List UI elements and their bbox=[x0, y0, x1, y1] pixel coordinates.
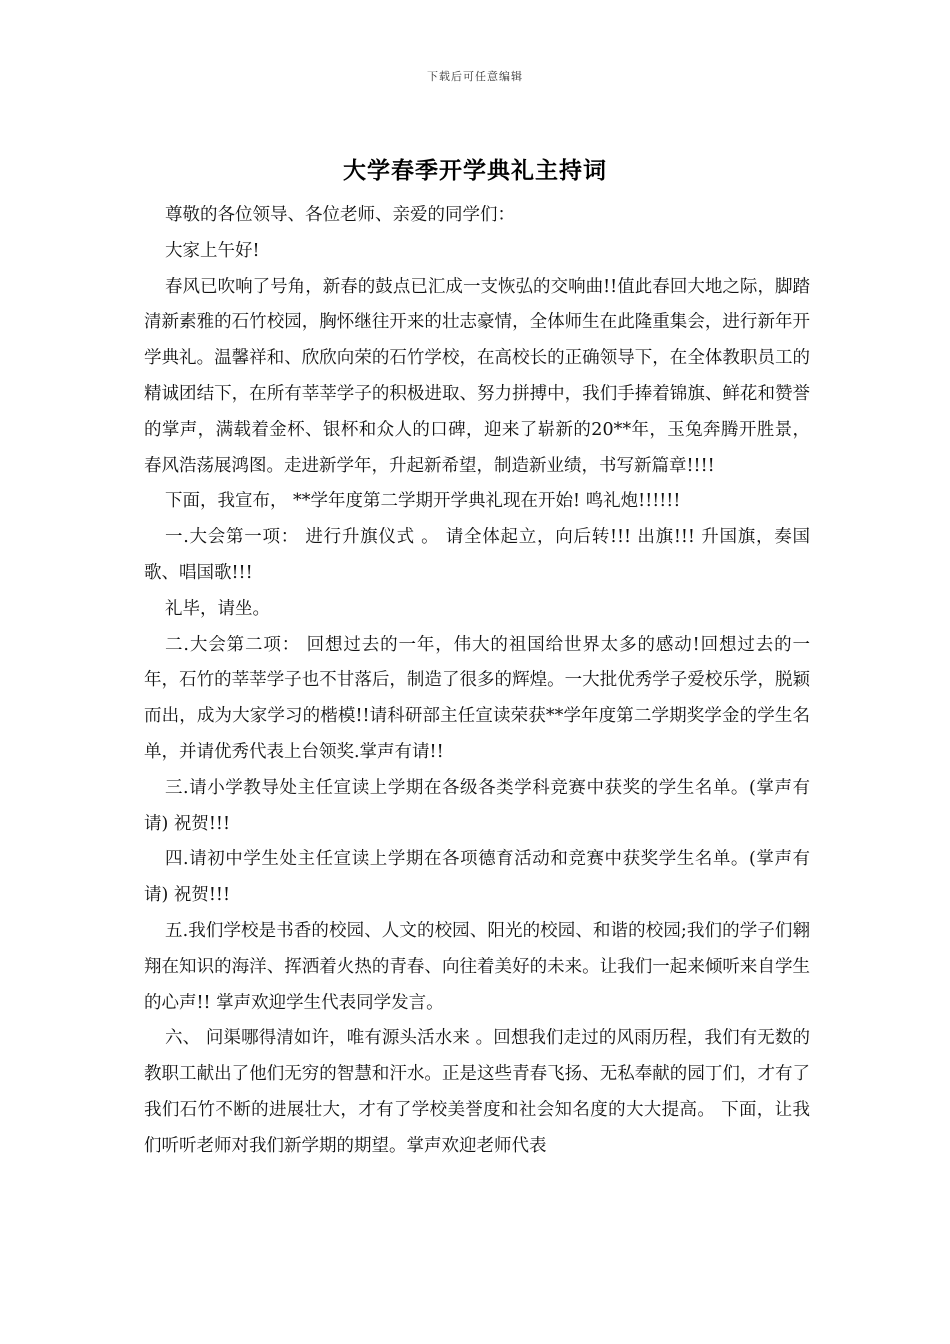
paragraph-item-5: 五.我们学校是书香的校园、人文的校园、阳光的校园、和谐的校园;我们的学子们翱翔在知识的海洋、挥洒着火热的青春、向往着美好的未来。让我们一起来倾听来自学生的心声!! 掌声欢迎学生代表同学发言。 bbox=[144, 920, 810, 1013]
paragraph-item-1: 一.大会第一项： 进行升旗仪式 。 请全体起立，向后转!!! 出旗!!! 升国旗，奏国歌、唱国歌!!! bbox=[144, 527, 810, 583]
paragraph-item-6: 六、 问渠哪得清如许，唯有源头活水来 。回想我们走过的风雨历程，我们有无数的教职工献出了他们无穷的智慧和汗水。正是这些青春飞扬、无私奉献的园丁们，才有了我们石竹不断的进展壮大，才有了学校美誉度和社会知名度的大大提高。 下面，让我们听听老师对我们新学期的期望。掌声欢迎老师代表 bbox=[144, 1028, 810, 1156]
paragraph-item-2: 二.大会第二项： 回想过去的一年，伟大的祖国给世界太多的感动!回想过去的一年，石竹的莘莘学子也不甘落后，制造了很多的辉煌。一大批优秀学子爱校乐学，脱颖而出，成为大家学习的楷模!!请科研部主任宣读荣获**学年度第二学期奖学金的学生名单，并请优秀代表上台领奖.掌声有请!! bbox=[144, 634, 810, 762]
document-title: 大学春季开学典礼主持词 bbox=[343, 157, 607, 184]
paragraph-item-3: 三.请小学教导处主任宣读上学期在各级各类学科竞赛中获奖的学生名单。(掌声有请) 祝贺!!! bbox=[144, 777, 810, 834]
paragraph-greeting: 尊敬的各位领导、各位老师、亲爱的同学们： bbox=[165, 205, 515, 225]
paragraph-announcement: 下面，我宣布， **学年度第二学期开学典礼现在开始! 鸣礼炮!!!!!! bbox=[165, 491, 681, 512]
paragraph-opening: 春风已吹响了号角，新春的鼓点已汇成一支恢弘的交响曲!!值此春回大地之际，脚踏清新素雅的石竹校园，胸怀继往开来的壮志豪情，全体师生在此隆重集会，进行新年开学典礼。温馨祥和、欣欣向荣的石竹学校，在高校长的正确领导下，在全体教职员工的精诚团结下，在所有莘莘学子的积极进取、努力拼搏中，我们手捧着锦旗、鲜花和赞誉的掌声，满载着金杯、银杯和众人的口碑，迎来了崭新的20**年，玉兔奔腾开胜景，春风浩荡展鸿图。走进新学年，升起新希望，制造新业绩，书写新篇章!!!! bbox=[144, 276, 810, 476]
header-note: 下载后可任意编辑 bbox=[427, 70, 523, 83]
paragraph-good-morning: 大家上午好! bbox=[165, 240, 260, 261]
document-body bbox=[144, 198, 810, 1165]
paragraph-item-4: 四.请初中学生处主任宣读上学期在各项德育活动和竞赛中获奖学生名单。(掌声有请) 祝贺!!! bbox=[144, 849, 810, 906]
paragraph-be-seated: 礼毕，请坐。 bbox=[165, 598, 270, 619]
